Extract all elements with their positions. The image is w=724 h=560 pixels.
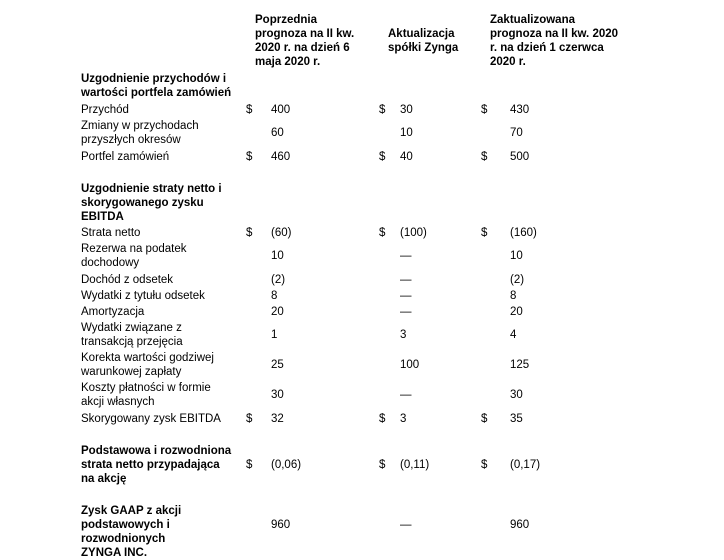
value-col3: 10	[510, 250, 523, 262]
company-name: ZYNGA INC.	[81, 547, 148, 559]
value-col3: (160)	[510, 227, 537, 239]
value-col1: 20	[271, 306, 284, 318]
value-col2: 40	[400, 151, 413, 163]
value-col2: 30	[400, 104, 413, 116]
row-label: Korekta wartości godziwej warunkowej zapłaty	[81, 352, 214, 378]
currency-symbol: $	[246, 227, 253, 239]
value-col3: 430	[510, 104, 530, 116]
row-label: Wydatki związane z transakcją przejęcia	[81, 322, 183, 348]
value-col2: 10	[400, 127, 413, 139]
currency-symbol: $	[379, 104, 386, 116]
currency-symbol: $	[481, 151, 488, 163]
row-label: Zmiany w przychodach przyszłych okresów	[81, 120, 199, 146]
value-col1: (60)	[271, 227, 292, 239]
value-col1: 1	[271, 329, 278, 341]
row-label: Wydatki z tytułu odsetek	[81, 290, 205, 302]
value-col2: —	[400, 274, 412, 286]
value-col2: —	[400, 519, 412, 531]
value-col3: 20	[510, 306, 523, 318]
value-col1: 460	[271, 151, 291, 163]
value-col1: 10	[271, 250, 284, 262]
currency-symbol: $	[481, 104, 488, 116]
value-col2: —	[400, 306, 412, 318]
row-label: Koszty płatności w formie akcji własnych	[81, 382, 211, 408]
row-label: Skorygowany zysk EBITDA	[81, 413, 221, 425]
row-label: Amortyzacja	[81, 306, 145, 318]
section4-title: Zysk GAAP z akcji podstawowych i rozwodnionych	[81, 505, 182, 545]
currency-symbol: $	[481, 413, 488, 425]
value-col3: 500	[510, 151, 530, 163]
value-col2: —	[400, 250, 412, 262]
section1-title: Uzgodnienie przychodów i wartości portfela zamówień	[81, 73, 232, 99]
value-col2: 3	[400, 413, 407, 425]
section2-title: Uzgodnienie straty netto i skorygowanego zysku EBITDA	[81, 183, 222, 223]
value-col2: 100	[400, 359, 420, 371]
value-col2: (0,11)	[400, 459, 430, 471]
row-label: Przychód	[81, 104, 129, 116]
value-col1: (2)	[271, 274, 286, 286]
currency-symbol: $	[379, 413, 386, 425]
value-col1: 400	[271, 104, 291, 116]
section3-title: Podstawowa i rozwodniona strata netto przypadająca na akcję	[81, 445, 232, 485]
value-col2: 3	[400, 329, 407, 341]
value-col3: 960	[510, 519, 530, 531]
value-col3: 70	[510, 127, 523, 139]
row-label: Strata netto	[81, 227, 141, 239]
row-label: Rezerwa na podatek dochodowy	[81, 243, 187, 269]
currency-symbol: $	[246, 151, 253, 163]
currency-symbol: $	[246, 413, 253, 425]
value-col3: (0,17)	[510, 459, 541, 471]
value-col1: 960	[271, 519, 291, 531]
value-col3: (2)	[510, 274, 525, 286]
currency-symbol: $	[246, 104, 253, 116]
value-col3: 35	[510, 413, 523, 425]
currency-symbol: $	[379, 227, 386, 239]
col2-header: Aktualizacja spółki Zynga	[388, 28, 459, 54]
value-col1: 25	[271, 359, 284, 371]
value-col1: 32	[271, 413, 284, 425]
currency-symbol: $	[481, 227, 488, 239]
row-label: Dochód z odsetek	[81, 274, 174, 286]
value-col1: 30	[271, 389, 284, 401]
value-col1: 8	[271, 290, 278, 302]
col1-header: Poprzednia prognoza na II kw. 2020 r. na dzień 6 maja 2020 r.	[255, 14, 355, 68]
value-col1: 60	[271, 127, 284, 139]
value-col1: (0,06)	[271, 459, 302, 471]
value-col2: (100)	[400, 227, 427, 239]
value-col3: 4	[510, 329, 517, 341]
currency-symbol: $	[246, 459, 253, 471]
value-col3: 125	[510, 359, 530, 371]
col3-header: Zaktualizowana prognoza na II kw. 2020 r. na dzień 1 czerwca 2020 r.	[490, 14, 619, 68]
value-col2: —	[400, 290, 412, 302]
currency-symbol: $	[481, 459, 488, 471]
currency-symbol: $	[379, 459, 386, 471]
value-col3: 8	[510, 290, 517, 302]
currency-symbol: $	[379, 151, 386, 163]
row-label: Portfel zamówień	[81, 151, 170, 163]
value-col3: 30	[510, 389, 523, 401]
value-col2: —	[400, 389, 412, 401]
